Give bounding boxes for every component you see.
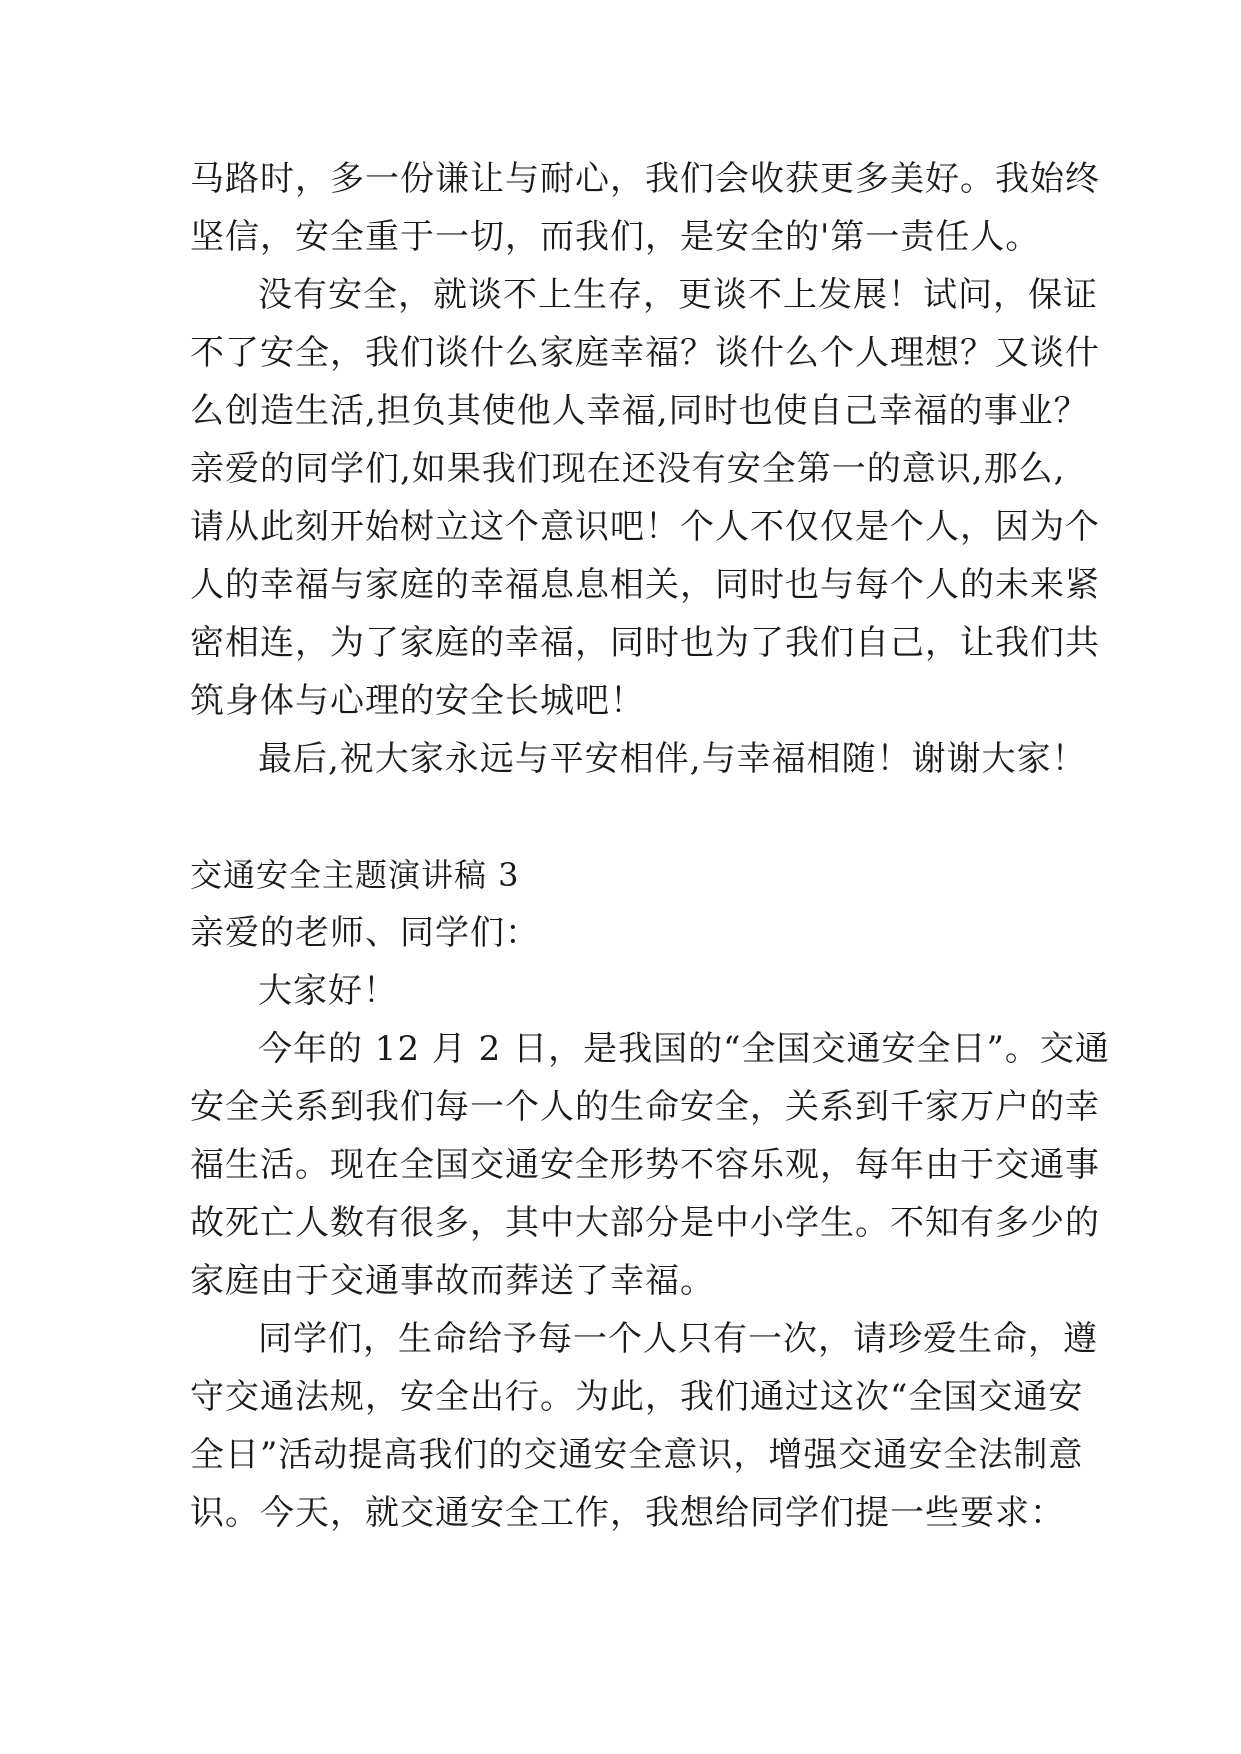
paragraph-line: 密相连，为了家庭的幸福，同时也为了我们自己，让我们共	[190, 623, 1100, 663]
paragraph-line: 今年的 12 月 2 日，是我国的“全国交通安全日”。交通	[258, 1029, 1110, 1069]
paragraph-line: 么创造生活,担负其使他人幸福,同时也使自己幸福的事业？	[190, 391, 1089, 431]
document-page	[190, 150, 1110, 1542]
paragraph-line: 同学们，生命给予每一个人只有一次，请珍爱生命，遵	[258, 1319, 1098, 1359]
paragraph-line: 马路时，多一份谦让与耐心，我们会收获更多美好。我始终	[190, 159, 1100, 199]
paragraph-line: 坚信，安全重于一切，而我们，是安全的'第一责任人。	[190, 217, 1041, 257]
paragraph-safety-day	[190, 1020, 1110, 1310]
paragraph-safety-first	[190, 266, 1100, 730]
paragraph-requirements	[190, 1310, 1098, 1542]
paragraph-line: 请从此刻开始树立这个意识吧！个人不仅仅是个人，因为个	[190, 507, 1100, 547]
paragraph-line: 家庭由于交通事故而葬送了幸福。	[190, 1261, 715, 1301]
paragraph-line: 安全关系到我们每一个人的生命安全，关系到千家万户的幸	[190, 1087, 1100, 1127]
section-spacer	[190, 788, 1050, 846]
paragraph-closing	[190, 730, 1087, 788]
paragraph-line: 全日”活动提高我们的交通安全意识，增强交通安全法制意	[190, 1435, 1084, 1475]
salutation: 亲爱的老师、同学们：	[190, 913, 540, 953]
paragraph-line: 识。今天，就交通安全工作，我想给同学们提一些要求：	[190, 1493, 1065, 1533]
paragraph-line: 福生活。现在全国交通安全形势不容乐观，每年由于交通事	[190, 1145, 1100, 1185]
paragraph-line: 没有安全，就谈不上生存，更谈不上发展！试问，保证	[258, 275, 1098, 315]
greeting: 大家好！	[258, 971, 398, 1011]
paragraph-line: 不了安全，我们谈什么家庭幸福？谈什么个人理想？又谈什	[190, 333, 1100, 373]
paragraph-continuation	[190, 150, 1100, 266]
paragraph-line: 最后,祝大家永远与平安相伴,与幸福相随！谢谢大家！	[258, 739, 1087, 779]
paragraph-line: 守交通法规，安全出行。为此，我们通过这次“全国交通安	[190, 1377, 1084, 1417]
paragraph-line: 人的幸福与家庭的幸福息息相关，同时也与每个人的未来紧	[190, 565, 1100, 605]
section-title: 交通安全主题演讲稿 3	[190, 856, 520, 894]
paragraph-line: 亲爱的同学们,如果我们现在还没有安全第一的意识,那么,	[190, 449, 1066, 489]
paragraph-line: 筑身体与心理的安全长城吧！	[190, 681, 645, 721]
paragraph-line: 故死亡人数有很多，其中大部分是中小学生。不知有多少的	[190, 1203, 1100, 1243]
